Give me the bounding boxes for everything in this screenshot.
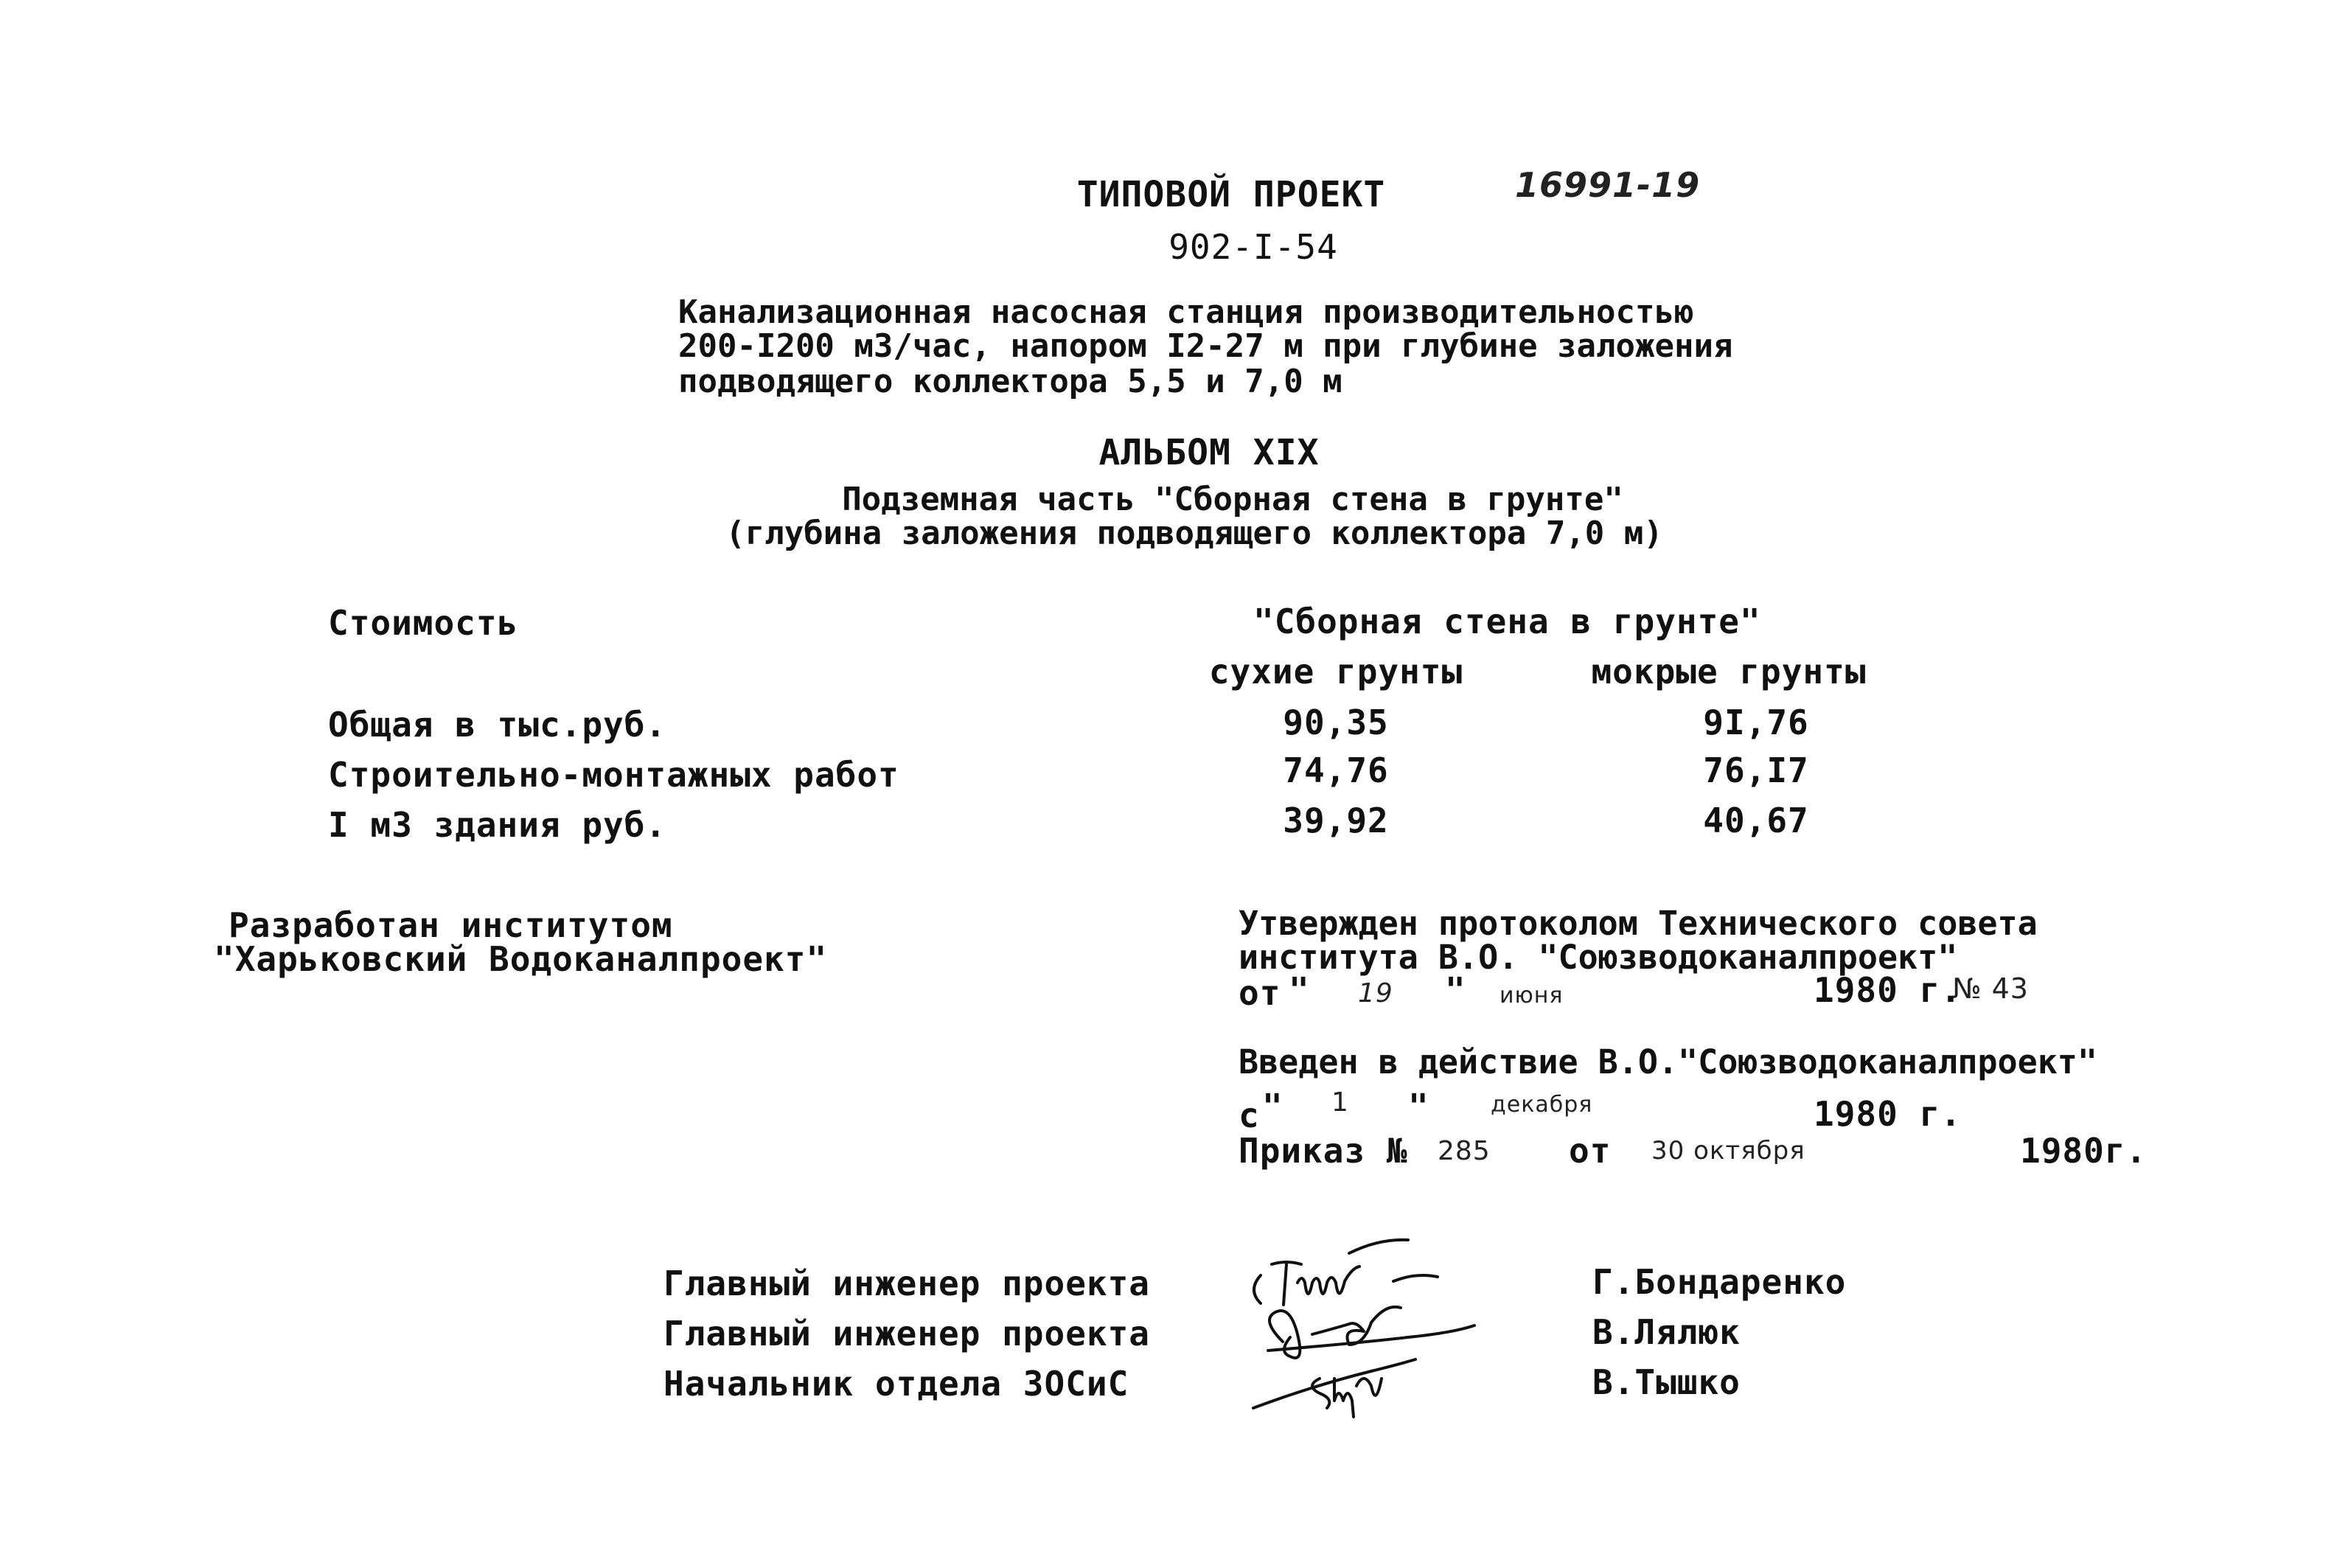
project-label: ТИПОВОЙ ПРОЕКТ	[1076, 174, 1386, 215]
cost-value-wet: 9I,76	[1703, 703, 1809, 742]
column-wet: мокрые грунты	[1591, 652, 1867, 691]
developer-line-2: "Харьковский Водоканалпроект"	[214, 939, 828, 979]
approval-from-label: от	[1239, 973, 1281, 1013]
approval-month: июня	[1500, 983, 1564, 1008]
title-line-1: Канализационная насосная станция производительностью	[678, 293, 1694, 331]
inventory-number: 16991-19	[1515, 165, 1701, 205]
cost-value-dry: 90,35	[1283, 703, 1389, 742]
signatory-role: Главный инженер проекта	[663, 1314, 1150, 1353]
signatory-name: Г.Бондаренко	[1592, 1262, 1847, 1302]
approval-day: 19	[1358, 978, 1393, 1008]
cost-row-label: I м3 здания руб.	[328, 805, 667, 845]
album-subtitle-1: Подземная часть "Сборная стена в грунте"	[842, 481, 1623, 518]
approval-line-2: института В.О. "Союзводоканалпроект"	[1239, 938, 1958, 977]
signatory-role: Главный инженер проекта	[663, 1264, 1150, 1303]
cost-value-wet: 40,67	[1703, 801, 1809, 840]
cost-value-dry: 74,76	[1283, 750, 1389, 790]
enactment-day: 1	[1331, 1087, 1349, 1118]
album-label: АЛЬБОМ XIX	[1098, 432, 1320, 473]
cost-group-header: "Сборная стена в грунте"	[1253, 602, 1761, 641]
cost-value-dry: 39,92	[1283, 801, 1389, 840]
developer-line-1: Разработан институтом	[229, 905, 673, 945]
signatures-graphic	[1239, 1194, 1548, 1415]
approval-year: 1980 г.	[1814, 970, 1962, 1010]
signatory-role: Начальник отдела ЗОСиС	[663, 1364, 1129, 1404]
approval-protocol-number: № 43	[1952, 972, 2029, 1005]
order-date: 30 октября	[1651, 1136, 1805, 1165]
order-from-label: от	[1569, 1131, 1612, 1171]
enactment-line-1: Введен в действие В.О."Союзводоканалпроект"	[1239, 1042, 2097, 1081]
cost-row-label: Строительно-монтажных работ	[328, 755, 899, 795]
enactment-from-label: с	[1239, 1095, 1260, 1135]
approval-line-1: Утвержден протоколом Технического совета	[1239, 904, 2038, 943]
signatory-name: В.Тышко	[1592, 1362, 1741, 1402]
cost-heading: Стоимость	[328, 603, 519, 643]
order-number: 285	[1438, 1136, 1491, 1166]
cost-value-wet: 76,I7	[1703, 750, 1809, 790]
title-line-2: 200-I200 м3/час, напором I2-27 м при глубине заложения	[678, 327, 1733, 365]
order-label: Приказ №	[1239, 1131, 1408, 1171]
project-code: 902-I-54	[1168, 227, 1338, 267]
album-subtitle-2: (глубина заложения подводящего коллектора 7,0 м)	[725, 515, 1663, 552]
title-line-3: подводящего коллектора 5,5 и 7,0 м	[678, 363, 1342, 400]
column-dry: сухие грунты	[1208, 652, 1463, 691]
enactment-year: 1980 г.	[1814, 1094, 1962, 1134]
signatory-name: В.Лялюк	[1592, 1312, 1741, 1352]
enactment-month: декабря	[1491, 1092, 1593, 1118]
order-year: 1980г.	[2020, 1131, 2148, 1171]
cost-row-label: Общая в тыс.руб.	[328, 705, 667, 745]
